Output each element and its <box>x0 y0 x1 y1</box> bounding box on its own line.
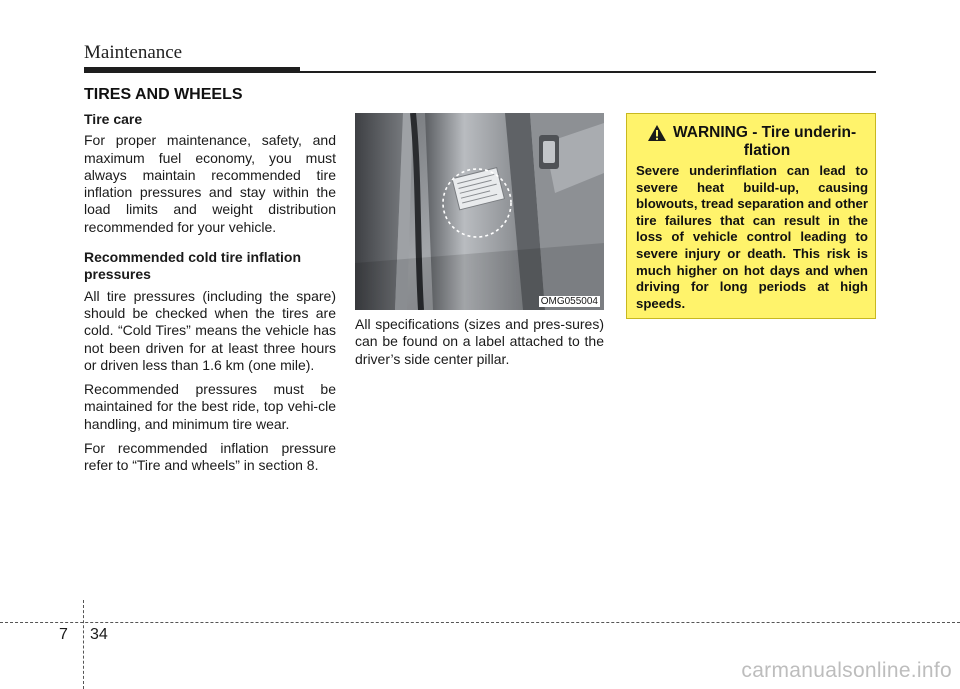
page-number: 34 <box>90 626 108 643</box>
cold-pressure-paragraph-1: All tire pressures (including the spare) should be checked when the tires are cold. “Cold Tires” means the vehicle has not been driven for at least three hours or driven less than 1.6 km (one mile). <box>84 287 336 373</box>
footer-vertical-rule <box>83 600 84 689</box>
door-pillar-illustration <box>355 113 604 310</box>
header-title: Maintenance <box>84 42 183 63</box>
tire-care-paragraph: For proper maintenance, safety, and maximum fuel economy, you must always maintain recommended tire inflation pressures and stay within the load limits and weight distribution recommended for your vehicle. <box>84 132 336 235</box>
header-rule-thick <box>84 67 300 73</box>
cold-pressure-heading: Recommended cold tire inflation pressures <box>84 249 302 283</box>
photo-code: OMG055004 <box>540 296 598 307</box>
warning-box <box>626 113 876 319</box>
photo-caption-text: All specifications (sizes and pres-sures) can be found on a label attached to the driver’s side center pillar. <box>355 316 604 367</box>
photo-caption <box>355 316 604 368</box>
footer-dashed-rule <box>0 622 960 623</box>
watermark: carmanualsonline.info <box>741 659 952 682</box>
warning-body: Severe underinflation can lead to severe heat build-up, causing blowouts, tread separation and other tire failures that can result in the loss of vehicle control leading to severe injury or death. This risk is much higher on hot days and when driving for long periods at high speeds. <box>636 163 868 311</box>
chapter-number: 7 <box>59 626 68 643</box>
cold-pressure-paragraph-2: Recommended pressures must be maintained for the best ride, top vehi-cle handling, and minimum tire wear. <box>84 381 336 432</box>
left-column <box>84 111 336 482</box>
warning-heading <box>637 124 867 160</box>
header-rule-thin <box>300 71 876 73</box>
tire-label-photo <box>355 113 604 310</box>
warning-heading-text-1: WARNING - Tire underin- <box>673 124 857 141</box>
warning-heading-line-2: flation <box>743 142 791 159</box>
section-title: TIRES AND WHEELS <box>84 86 243 103</box>
cold-pressure-paragraph-3: For recommended inflation pressure refer to “Tire and wheels” in section 8. <box>84 440 336 474</box>
warning-triangle-icon <box>647 124 667 142</box>
tire-care-heading: Tire care <box>84 111 143 127</box>
warning-heading-line-1 <box>637 124 867 142</box>
